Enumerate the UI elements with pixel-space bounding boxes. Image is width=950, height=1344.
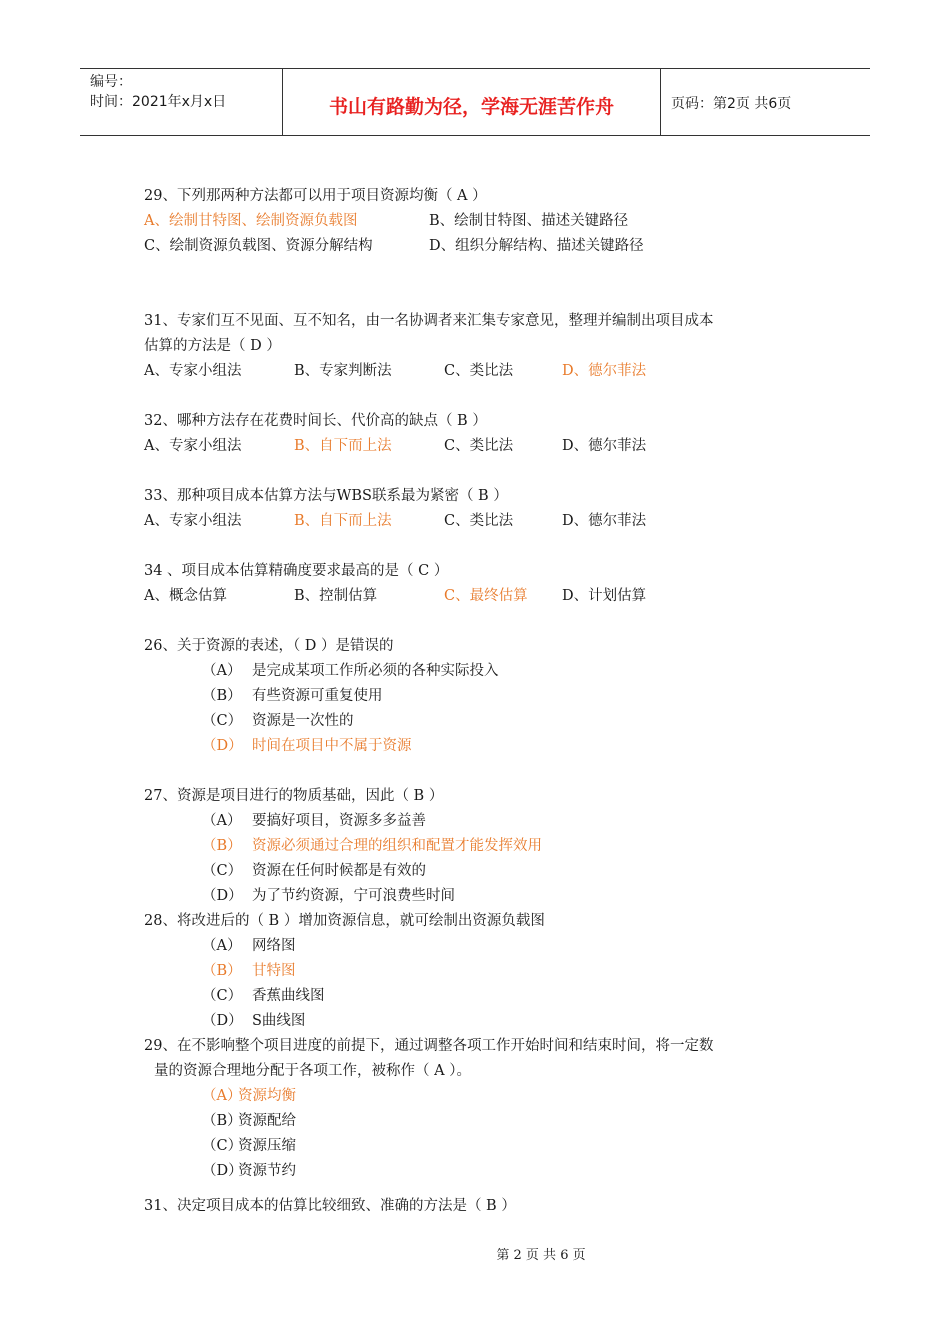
number-label: 编号： <box>90 74 132 90</box>
option-d: （D） S曲线图 <box>202 1013 306 1029</box>
option-d: D、德尔菲法 <box>562 438 647 454</box>
question-stem: 31、专家们互不见面、互不知名，由一名协调者来汇集专家意见，整理并编制出项目成本 <box>144 313 714 329</box>
page-footer <box>0 1244 950 1263</box>
option-row <box>144 359 824 384</box>
question-stem: 33、那种项目成本估算方法与WBS联系最为紧密（ B ） <box>144 488 508 504</box>
option-d: D、德尔菲法 <box>562 513 647 529</box>
question-stem: 32、哪种方法存在花费时间长、代价高的缺点（ B ） <box>144 413 487 429</box>
question-stem: 31、决定项目成本的估算比较细致、准确的方法是（ B ） <box>144 1198 516 1214</box>
option-c: （C） 资源在任何时候都是有效的 <box>202 863 426 879</box>
option-d: D、组织分解结构、描述关键路径 <box>429 238 644 254</box>
option-b: （B） 有些资源可重复使用 <box>202 688 383 704</box>
header-motto: 书山有路勤为径，学海无涯苦作舟 <box>283 69 661 135</box>
option-d: D、德尔菲法 <box>562 363 647 379</box>
option-a: （A） 要搞好项目，资源多多益善 <box>202 813 426 829</box>
option-c: （C） 资源是一次性的 <box>202 713 354 729</box>
option-c: （C）资源压缩 <box>202 1138 296 1154</box>
question-stem: 28、将改进后的（ B ）增加资源信息，就可绘制出资源负载图 <box>144 913 545 929</box>
question-stem: 26、关于资源的表述，（ D ）是错误的 <box>144 638 394 654</box>
option-a: （A） 网络图 <box>202 938 296 954</box>
option-a: （A） 是完成某项工作所必须的各种实际投入 <box>202 663 499 679</box>
option-c: C、类比法 <box>444 513 514 529</box>
option-b: （B） 资源必须通过合理的组织和配置才能发挥效用 <box>202 838 542 854</box>
option-c: C、类比法 <box>444 438 514 454</box>
question-stem: 27、资源是项目进行的物质基础，因此（ B ） <box>144 788 444 804</box>
option-c: C、类比法 <box>444 363 514 379</box>
option-b: B、绘制甘特图、描述关键路径 <box>429 213 629 229</box>
option-c: C、绘制资源负载图、资源分解结构 <box>144 238 373 254</box>
question-stem-cont: 量的资源合理地分配于各项工作，被称作（ A ）。 <box>154 1063 471 1079</box>
option-row <box>144 509 824 534</box>
option-row <box>144 234 824 259</box>
option-a: A、专家小组法 <box>144 363 242 379</box>
option-b: （B）资源配给 <box>202 1113 296 1129</box>
option-d: （D）资源节约 <box>202 1163 296 1179</box>
option-a: A、绘制甘特图、绘制资源负载图 <box>144 213 358 229</box>
option-a: A、专家小组法 <box>144 438 242 454</box>
page-header <box>80 68 870 136</box>
header-page-info: 页码：第2页 共6页 <box>671 96 792 112</box>
time-label: 时间：2021年x月x日 <box>90 94 227 110</box>
option-d: （D） 为了节约资源，宁可浪费些时间 <box>202 888 455 904</box>
option-b: B、自下而上法 <box>294 513 392 529</box>
option-row <box>144 209 824 234</box>
option-a: A、概念估算 <box>144 588 227 604</box>
question-stem: 29、在不影响整个项目进度的前提下，通过调整各项工作开始时间和结束时间，将一定数 <box>144 1038 714 1054</box>
option-d: D、计划估算 <box>562 588 647 604</box>
option-c: （C） 香蕉曲线图 <box>202 988 325 1004</box>
option-b: B、自下而上法 <box>294 438 392 454</box>
option-d: （D） 时间在项目中不属于资源 <box>202 738 412 754</box>
option-a: A、专家小组法 <box>144 513 242 529</box>
question-stem: 34 、项目成本估算精确度要求最高的是（ C ） <box>144 563 449 579</box>
footer-page-number: 第 2 页 共 6 页 <box>496 1248 586 1263</box>
option-a: （A）资源均衡 <box>202 1088 296 1104</box>
question-stem-cont: 估算的方法是（ D ） <box>144 338 281 354</box>
option-b: （B） 甘特图 <box>202 963 296 979</box>
option-row <box>144 584 824 609</box>
option-b: B、控制估算 <box>294 588 378 604</box>
option-c: C、最终估算 <box>444 588 528 604</box>
option-row <box>144 434 824 459</box>
question-list <box>144 184 824 1219</box>
option-b: B、专家判断法 <box>294 363 392 379</box>
question-stem: 29、下列那两种方法都可以用于项目资源均衡（ A ） <box>144 188 487 204</box>
header-meta <box>80 69 283 135</box>
